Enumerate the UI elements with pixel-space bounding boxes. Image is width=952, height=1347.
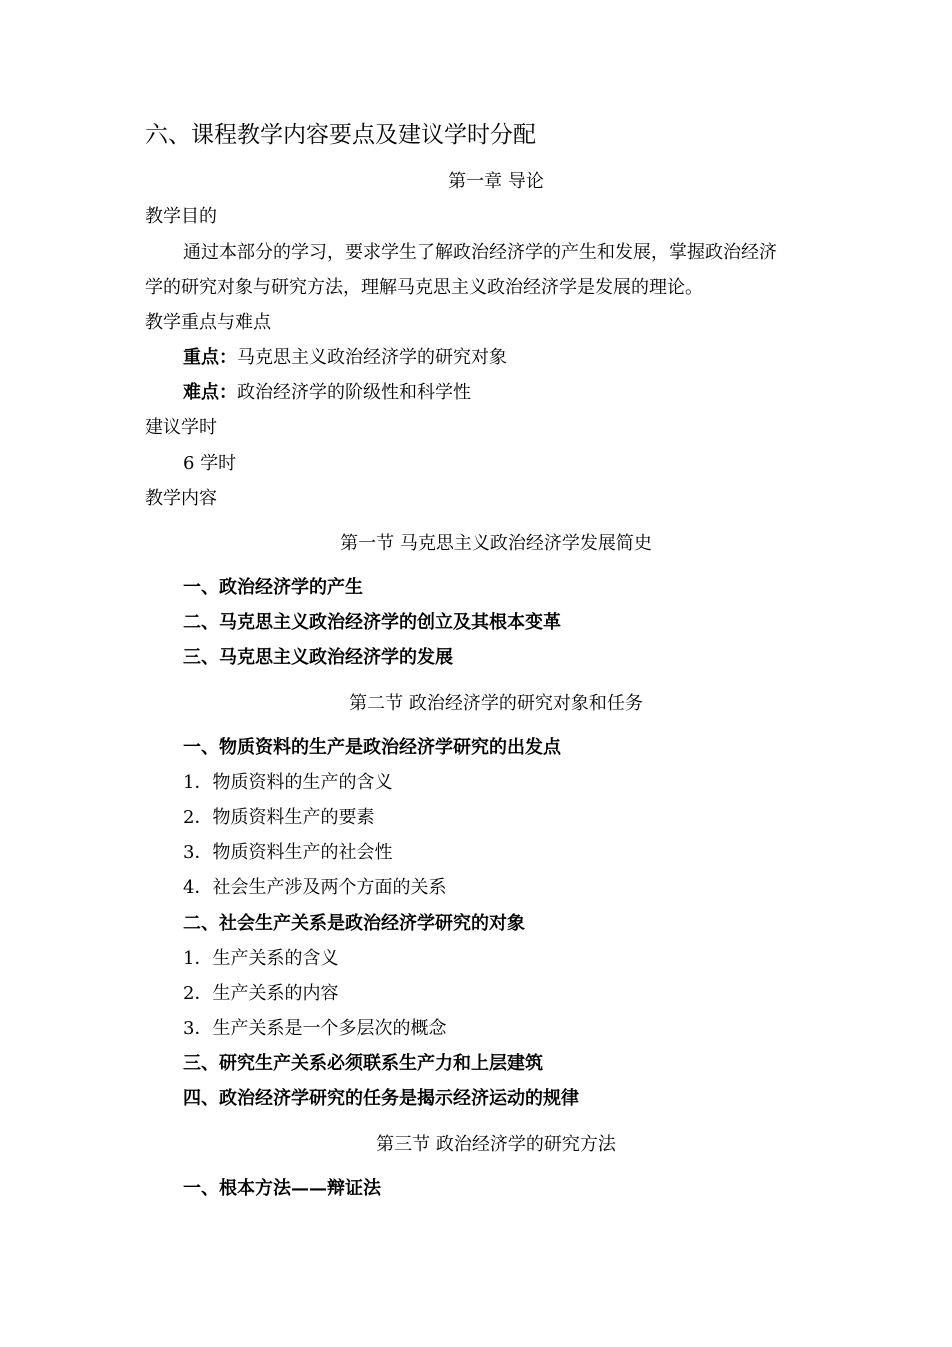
difficulty-label: 难点： [183,382,237,403]
section1-title: 第一节 马克思主义政治经济学发展简史 [340,533,652,554]
section1-item-1: 一、政治经济学的产生 [183,577,363,598]
section2-part2-item-2: 2．生产关系的内容 [183,983,339,1004]
chapter-title: 第一章 导论 [448,171,544,192]
hours-heading: 建议学时 [145,417,217,438]
section2-part2-title: 二、社会生产关系是政治经济学研究的对象 [183,913,525,934]
key-label: 重点： [183,347,237,368]
teaching-purpose-line-1: 通过本部分的学习，要求学生了解政治经济学的产生和发展，掌握政治经济 [183,242,777,263]
section3-item-1: 一、根本方法——辩证法 [183,1178,381,1199]
section2-part1-item-1: 1．物质资料的生产的含义 [183,772,393,793]
difficulty-text: 政治经济学的阶级性和科学性 [237,382,471,403]
section2-part2-item-3: 3．生产关系是一个多层次的概念 [183,1018,447,1039]
teaching-purpose-heading: 教学目的 [145,206,217,227]
key-text: 马克思主义政治经济学的研究对象 [237,347,507,368]
teaching-purpose-line-2: 学的研究对象与研究方法，理解马克思主义政治经济学是发展的理论。 [145,277,703,298]
section1-item-2: 二、马克思主义政治经济学的创立及其根本变革 [183,612,561,633]
section2-part1-item-4: 4．社会生产涉及两个方面的关系 [183,877,447,898]
section2-part4-title: 四、政治经济学研究的任务是揭示经济运动的规律 [183,1088,579,1109]
section2-part1-item-2: 2．物质资料生产的要素 [183,807,375,828]
section2-part1-title: 一、物质资料的生产是政治经济学研究的出发点 [183,737,561,758]
section-title: 六、课程教学内容要点及建议学时分配 [145,122,536,148]
difficulty-line [183,381,471,405]
section2-part2-item-1: 1．生产关系的含义 [183,948,339,969]
section2-part3-title: 三、研究生产关系必须联系生产力和上层建筑 [183,1053,543,1074]
hours-value: 6 学时 [183,453,237,474]
key-points-heading: 教学重点与难点 [145,312,271,333]
section3-title: 第三节 政治经济学的研究方法 [376,1134,616,1155]
key-point-line [183,346,507,370]
section2-title: 第二节 政治经济学的研究对象和任务 [349,693,643,714]
section1-item-3: 三、马克思主义政治经济学的发展 [183,647,453,668]
content-heading: 教学内容 [145,488,217,509]
section2-part1-item-3: 3．物质资料生产的社会性 [183,842,393,863]
